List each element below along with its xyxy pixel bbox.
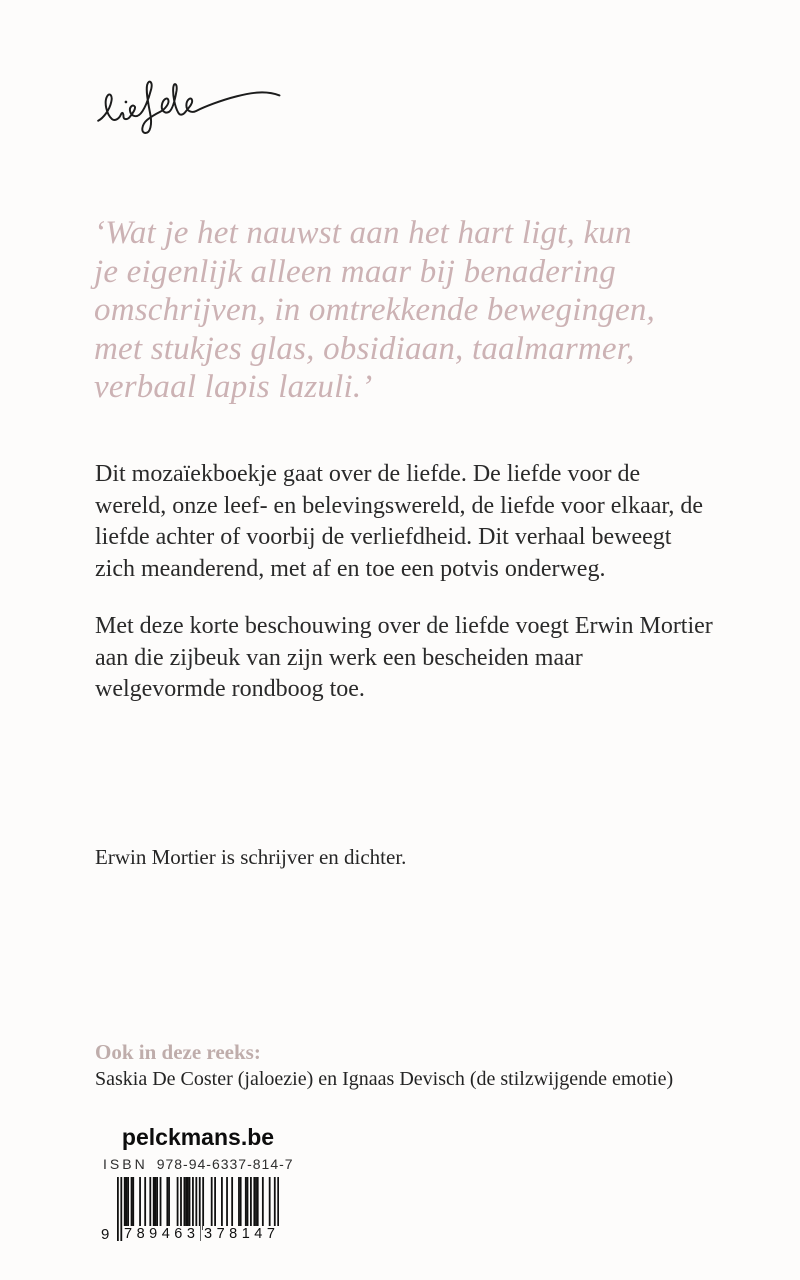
publisher-url: pelckmans.be	[121, 1124, 275, 1150]
blurb	[95, 459, 717, 732]
quote-line: verbaal lapis lazuli.’	[94, 369, 373, 405]
isbn-label: ISBN	[103, 1156, 148, 1172]
quote-line: omschrijven, in omtrekkende bewegingen,	[94, 292, 655, 328]
series-heading: Ook in deze reeks:	[95, 1040, 261, 1064]
quote-line: je eigenlijk alleen maar bij benadering	[94, 253, 616, 290]
series-items: Saskia De Coster (jaloezie) en Ignaas Devisch (de stilzwijgende emotie)	[95, 1068, 674, 1090]
quote-line: ‘Wat je het nauwst aan het hart ligt, kun	[94, 215, 632, 251]
handwriting-liefde-icon	[90, 68, 286, 140]
barcode	[101, 1177, 280, 1257]
blurb-paragraph: Met deze korte beschouwing over de liefde voegt Erwin Mortier aan die zijbeuk van zijn werk een bescheiden maar welgevormde rondboog toe.	[95, 613, 713, 702]
barcode-digit-lead: 9	[101, 1226, 110, 1243]
blurb-paragraph: Dit mozaïekboekje gaat over de liefde. De liefde voor de wereld, onze leef- en belevingswereld, de liefde voor elkaar, de liefde achter of voorbij de verliefdheid. Dit verhaal beweegt zich meanderend, met af en toe een potvis onderweg.	[95, 461, 704, 582]
author-note: Erwin Mortier is schrijver en dichter.	[95, 845, 407, 869]
barcode-digits-right: 378147	[204, 1226, 280, 1242]
quote-line: met stukjes glas, obsidiaan, taalmarmer,	[94, 330, 635, 367]
quote-block	[94, 214, 754, 407]
barcode-digits-left: 789463	[124, 1226, 200, 1242]
isbn-number: 978-94-6337-814-7	[156, 1156, 294, 1172]
isbn-line	[103, 1156, 294, 1172]
handwritten-title	[90, 68, 286, 140]
